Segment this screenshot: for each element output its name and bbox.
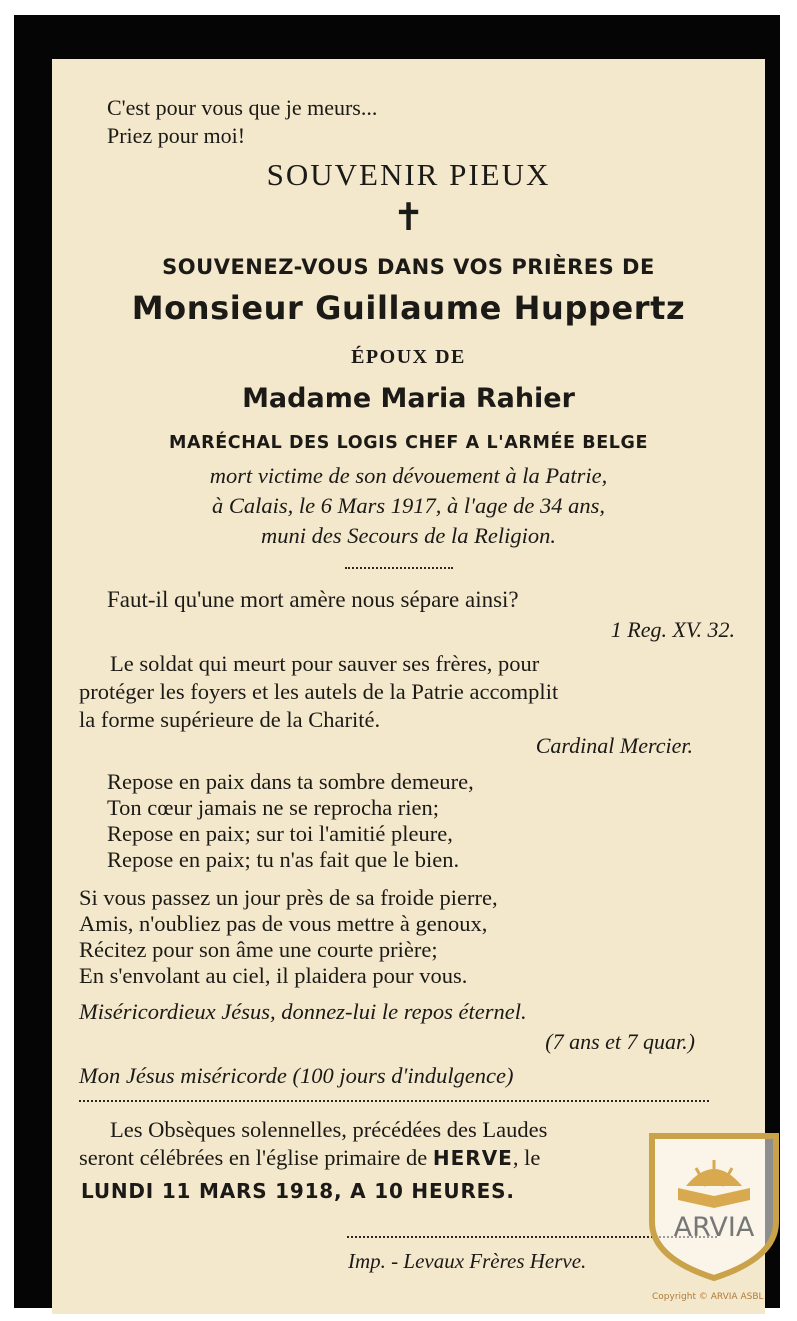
watermark-text: ARVIA (673, 1212, 755, 1243)
poem-2-line-2: Amis, n'oubliez pas de vous mettre à genoux, (79, 911, 488, 936)
poem-1-line-1: Repose en paix dans ta sombre demeure, (107, 769, 474, 794)
poem-1-line-4: Repose en paix; tu n'as fait que le bien. (107, 847, 460, 872)
indulgence-1-note: (7 ans et 7 quar.) (545, 1029, 695, 1054)
indulgence-1-text: Miséricordieux Jésus, donnez-lui le repos éternel. (79, 999, 527, 1024)
quote-1-source: 1 Reg. XV. 32. (610, 617, 735, 642)
prayer-line-2: Priez pour moi! (107, 123, 246, 148)
quote-2-line-1: Le soldat qui meurt pour sauver ses frères, pour (110, 651, 540, 676)
death-line-3: muni des Secours de la Religion. (261, 523, 556, 548)
separator-long (79, 1100, 709, 1102)
quote-1-text: Faut-il qu'une mort amère nous sépare ainsi? (107, 587, 519, 612)
funeral-line-2-suffix: , le (512, 1145, 541, 1170)
funeral-line-2 (79, 1145, 540, 1171)
spouse-name: Madame Maria Rahier (242, 383, 575, 414)
funeral-place: HERVE (432, 1146, 513, 1170)
death-line-1: mort victime de son dévouement à la Patrie, (209, 463, 608, 488)
military-rank: MARÉCHAL DES LOGIS CHEF A L'ARMÉE BELGE (168, 433, 649, 453)
funeral-line-2-prefix: seront célébrées en l'église primaire de (79, 1145, 433, 1170)
deceased-name: Monsieur Guillaume Huppertz (131, 289, 686, 327)
spouse-label: ÉPOUX DE (351, 346, 466, 368)
poem-1-line-2: Ton cœur jamais ne se reprocha rien; (107, 795, 440, 820)
death-line-2: à Calais, le 6 Mars 1917, à l'age de 34 ans, (212, 493, 605, 518)
poem-1-line-3: Repose en paix; sur toi l'amitié pleure, (107, 821, 453, 846)
intro-line: SOUVENEZ-VOUS DANS VOS PRIÈRES DE (162, 255, 655, 279)
quote-2-source: Cardinal Mercier. (535, 733, 693, 758)
funeral-line-1: Les Obsèques solennelles, précédées des Laudes (110, 1117, 548, 1142)
cross-icon: ✝ (392, 197, 425, 239)
memorial-card (14, 15, 780, 1308)
printer-credit: Imp. - Levaux Frères Herve. (348, 1249, 587, 1273)
indulgence-2-text: Mon Jésus miséricorde (100 jours d'indulgence) (79, 1063, 514, 1088)
poem-2-line-3: Récitez pour son âme une courte prière; (79, 937, 438, 962)
prayer-line-1: C'est pour vous que je meurs... (107, 95, 378, 120)
copyright-notice: Copyright © ARVIA ASBL (652, 1292, 764, 1302)
arvia-logo-icon (644, 1130, 784, 1282)
card-paper (52, 59, 765, 1314)
funeral-date: LUNDI 11 MARS 1918, A 10 HEURES. (81, 1179, 515, 1203)
quote-2-line-2: protéger les foyers et les autels de la Patrie accomplit (79, 679, 559, 704)
separator-short (345, 567, 453, 569)
heading: SOUVENIR PIEUX (266, 157, 551, 192)
quote-2-line-3: la forme supérieure de la Charité. (79, 707, 381, 732)
poem-2-line-4: En s'envolant au ciel, il plaidera pour vous. (79, 963, 468, 988)
poem-2-line-1: Si vous passez un jour près de sa froide pierre, (79, 885, 498, 910)
